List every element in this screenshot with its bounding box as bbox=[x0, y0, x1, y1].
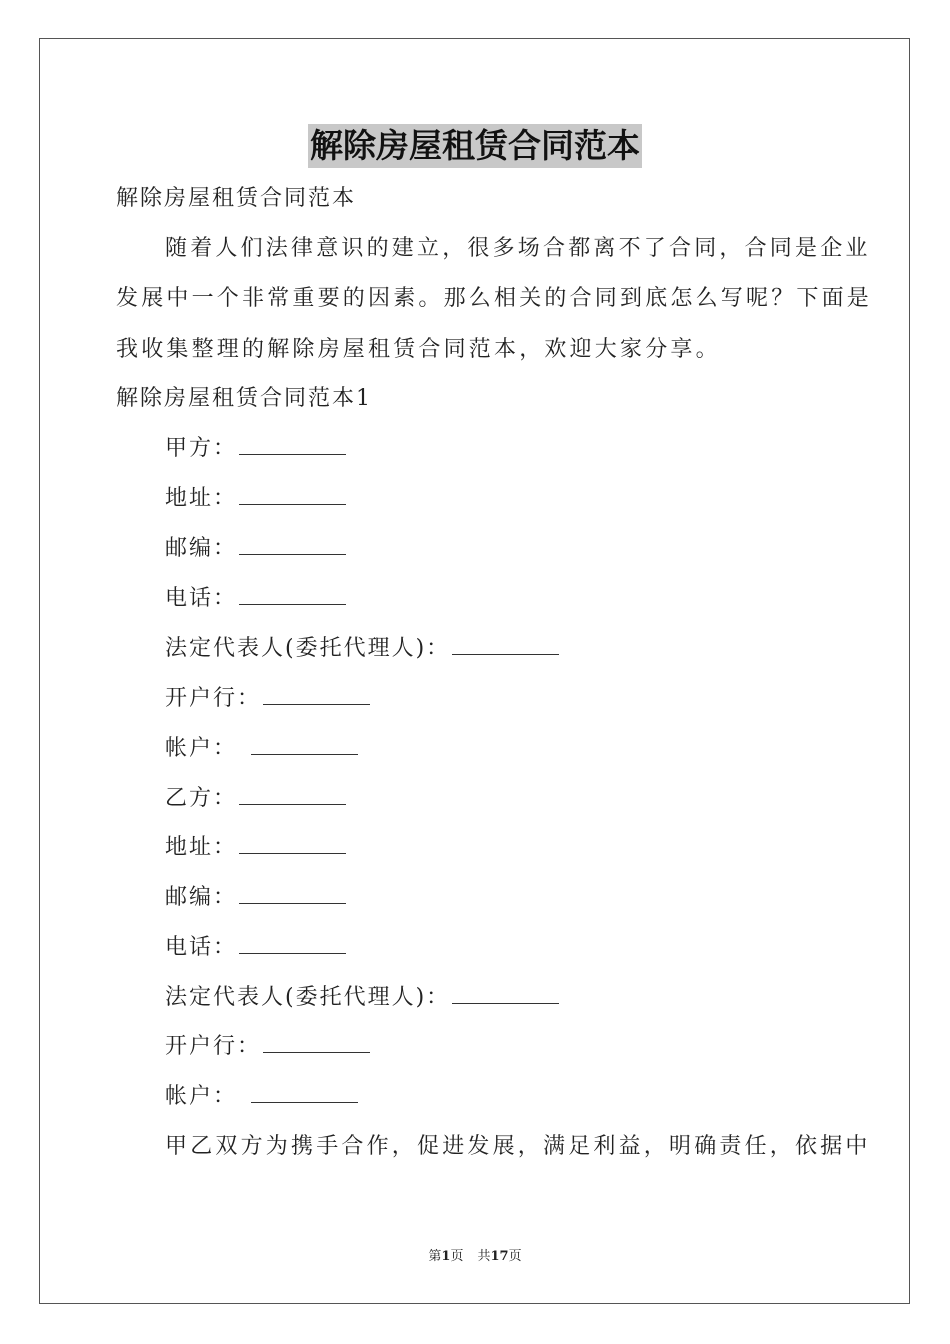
party-b-postcode-row bbox=[165, 883, 346, 913]
closing-line: 甲乙双方为携手合作，促进发展，满足利益，明确责任，依据中 bbox=[165, 1134, 871, 1159]
party-b-phone-blank bbox=[239, 933, 346, 954]
section-heading: 解除房屋租赁合同范本1 bbox=[116, 386, 372, 411]
party-b-account-label: 帐户： bbox=[165, 1084, 238, 1109]
party-b-bank-label: 开户行： bbox=[165, 1034, 262, 1059]
party-a-legal-rep-label: 法定代表人(委托代理人)： bbox=[165, 636, 451, 661]
title-container bbox=[0, 124, 950, 168]
party-b-legal-rep-blank bbox=[452, 983, 559, 1004]
party-a-account-label: 帐户： bbox=[165, 736, 238, 761]
party-b-account-row bbox=[165, 1082, 358, 1112]
party-b-phone-row bbox=[165, 933, 346, 963]
party-a-postcode-blank bbox=[239, 534, 346, 555]
party-a-bank-label: 开户行： bbox=[165, 686, 262, 711]
party-a-phone-label: 电话： bbox=[165, 586, 238, 611]
party-a-phone-row bbox=[165, 584, 346, 614]
page-border bbox=[39, 38, 910, 1304]
party-a-label: 甲方： bbox=[165, 436, 238, 461]
party-a-postcode-label: 邮编： bbox=[165, 536, 238, 561]
party-a-legal-rep-blank bbox=[452, 634, 559, 655]
party-b-label: 乙方： bbox=[165, 786, 238, 811]
party-b-legal-rep-label: 法定代表人(委托代理人)： bbox=[165, 985, 451, 1010]
party-b-row bbox=[165, 784, 346, 814]
party-a-address-blank bbox=[239, 484, 346, 505]
party-a-row bbox=[165, 434, 346, 464]
party-b-postcode-blank bbox=[239, 883, 346, 904]
party-b-legal-rep-row bbox=[165, 983, 559, 1013]
intro-line-3: 我收集整理的解除房屋租赁合同范本，欢迎大家分享。 bbox=[116, 337, 721, 362]
party-b-blank bbox=[239, 784, 346, 805]
intro-line-1: 随着人们法律意识的建立，很多场合都离不了合同，合同是企业 bbox=[165, 236, 871, 261]
party-a-bank-row bbox=[165, 684, 370, 714]
party-a-bank-blank bbox=[263, 684, 370, 705]
party-a-address-label: 地址： bbox=[165, 486, 238, 511]
party-b-bank-blank bbox=[263, 1032, 370, 1053]
party-a-account-row bbox=[165, 734, 358, 764]
footer-page-number: 1 bbox=[441, 1249, 451, 1264]
party-b-address-label: 地址： bbox=[165, 835, 238, 860]
party-b-address-blank bbox=[239, 833, 346, 854]
party-a-postcode-row bbox=[165, 534, 346, 564]
page-footer bbox=[0, 1248, 950, 1266]
footer-total-suffix: 页 bbox=[508, 1249, 522, 1264]
footer-total-prefix: 共 bbox=[477, 1249, 491, 1264]
document-subtitle: 解除房屋租赁合同范本 bbox=[116, 186, 357, 211]
party-b-postcode-label: 邮编： bbox=[165, 885, 238, 910]
party-b-account-blank bbox=[251, 1082, 358, 1103]
party-a-legal-rep-row bbox=[165, 634, 559, 664]
party-b-bank-row bbox=[165, 1032, 370, 1062]
party-a-account-blank bbox=[251, 734, 358, 755]
document-title: 解除房屋租赁合同范本 bbox=[308, 124, 642, 168]
intro-line-2: 发展中一个非常重要的因素。那么相关的合同到底怎么写呢？下面是 bbox=[116, 286, 873, 311]
footer-page-prefix: 第 bbox=[428, 1249, 442, 1264]
party-a-blank bbox=[239, 434, 346, 455]
party-b-phone-label: 电话： bbox=[165, 935, 238, 960]
footer-total-pages: 17 bbox=[490, 1249, 509, 1264]
footer-page-suffix: 页 bbox=[450, 1249, 464, 1264]
party-a-phone-blank bbox=[239, 584, 346, 605]
party-a-address-row bbox=[165, 484, 346, 514]
party-b-address-row bbox=[165, 833, 346, 863]
